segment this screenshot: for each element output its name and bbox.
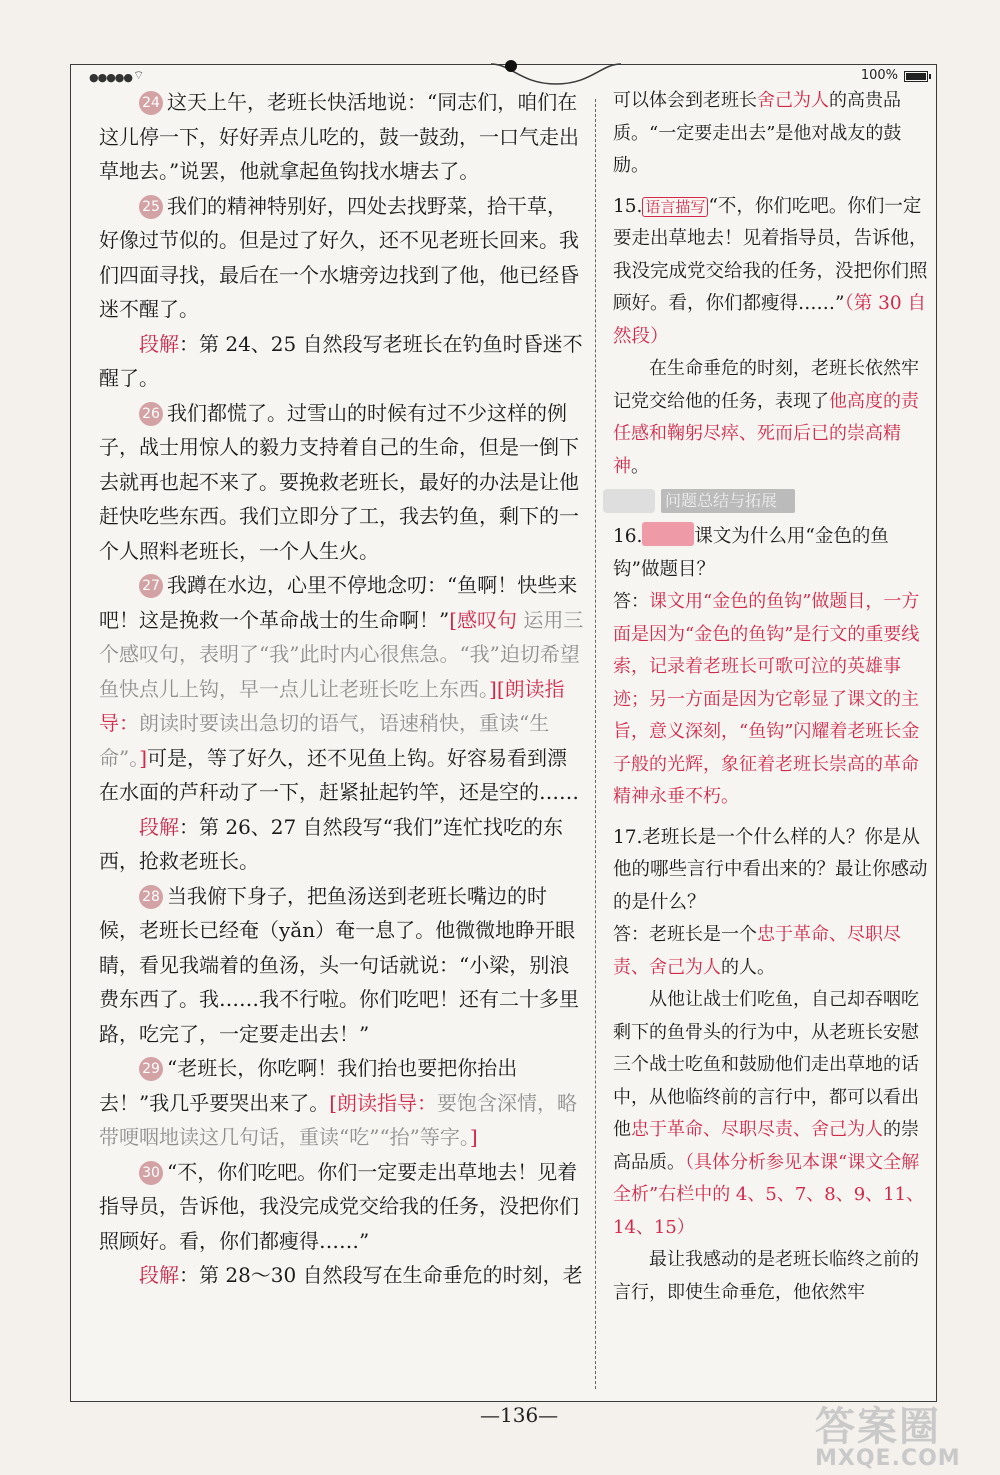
answer-17-detail: 从他让战士们吃鱼，自己却吞咽吃剩下的鱼骨头的行为中，从老班长安慰三个战士吃鱼和鼓励他们走出草地的话中，从他临终前的言行中，都可以看出他忠于革命、尽职尽责、舍己为人的崇高品质。（具体分析参见本课“课文全解全析”右栏中的 4、5、7、8、9、11、14、15） xyxy=(613,989,925,1238)
question-15: 15. 语言描写 “不，你们吃吧。你们一定要走出草地去！见着指导员，告诉他，我没完成党交给我的任务，没把你们照顾好。看，你们都瘦得……”（第 30 自然段） xyxy=(613,195,928,347)
paragraph-29: 29 “老班长，你吃啊！我们抬也要把你抬出去！”我几乎要哭出来了。[朗读指导：要饱含深情，略带哽咽地读这几句话，重读“吃”“抬”等字。] xyxy=(99,1056,578,1149)
wifi-icon: ⌔ xyxy=(133,68,145,82)
paragraph-number: 26 xyxy=(139,402,163,426)
segment-note-2: 段解：第 26、27 自然段写“我们”连忙找吃的东西，抢救老班长。 xyxy=(99,814,564,873)
paragraph-number: 27 xyxy=(139,574,163,598)
section-title: 问题总结与拓展 xyxy=(661,489,795,513)
paragraph-28: 28 当我俯下身子，把鱼汤送到老班长嘴边的时候，老班长已经奄（yǎn）奄一息了。他微微地睁开眼睛，看见我端着的鱼汤，头一句话就说：“小梁，别浪费东西了。我……我不行啦。你们吃吧！还有二十多里路，吃完了，一定要走出去！” xyxy=(99,883,579,1046)
paragraph-30: 30 “不，你们吃吧。你们一定要走出草地去！见着指导员，告诉他，我没完成党交给我的任务，没把你们照顾好。看，你们都瘦得……” xyxy=(99,1159,579,1253)
watermark-logo: 答案圈 MXQE.COM xyxy=(815,1404,961,1471)
right-column xyxy=(613,85,931,1309)
answer-16: 答：课文用“金色的鱼钩”做题目，一方面是因为“金色的鱼钩”是行文的重要线索，记录着老班长可歌可泣的英雄事迹；另一方面是因为它彰显了课文的主旨，意义深刻，“鱼钩”闪耀着老班长金子般的光辉，象征着老班长崇高的革命精神永垂不朽。 xyxy=(613,591,920,807)
page-number: —136— xyxy=(480,1403,559,1427)
left-column xyxy=(99,85,585,1293)
paragraph-number: 29 xyxy=(139,1057,163,1081)
signal-icon: ●●●●● xyxy=(89,71,132,84)
paragraph-number: 24 xyxy=(139,91,163,115)
paragraph-25: 25 我们的精神特别好，四处去找野菜，拾干草，好像过节似的。但是过了好久，还不见老班长回来。我们四面寻找，最后在一个水塘旁边找到了他，他已经昏迷不醒了。 xyxy=(99,193,579,321)
annotation-tag: 语言描写 xyxy=(642,197,708,217)
paragraph-number: 30 xyxy=(139,1161,163,1185)
camera-icon xyxy=(505,60,517,72)
faded-annotation: 运用三个感叹句，表明了“我”此时内心很焦急。“我”迫切希望鱼快点儿上钩，早一点儿让老班长吃上东西。 xyxy=(99,607,584,701)
faded-annotation: 要饱含深情，略带哽咽地读这几句话，重读“吃”“抬”等字。 xyxy=(99,1090,578,1149)
paragraph-26: 26 我们都慌了。过雪山的时候有过不少这样的例子，战士用惊人的毅力支持着自己的生命，但是一倒下去就再也起不来了。要挽救老班长，最好的办法是让他赶快吃些东西。我们立即分了工，我去钓鱼，剩下的一个人照料老班长，一个人生火。 xyxy=(99,400,579,563)
section-badge xyxy=(603,489,655,513)
section-header xyxy=(603,487,931,517)
paragraph-number: 25 xyxy=(139,195,163,219)
segment-note-3: 段解：第 28～30 自然段写在生命垂危的时刻，老 xyxy=(139,1263,583,1287)
pink-tag-chip xyxy=(642,522,694,546)
question-16: 16. 课文为什么用“金色的鱼钩”做题目？ xyxy=(613,521,931,586)
annotation-tag: 朗读指导 xyxy=(337,1090,418,1115)
continued-analysis: 可以体会到老班长舍己为人的高贵品质。“一定要走出去”是他对战友的鼓励。 xyxy=(613,90,902,176)
annotation-tag: 朗读指导 xyxy=(99,676,565,735)
battery-percent: 100% xyxy=(860,68,898,83)
faded-annotation: 朗读时要读出急切的语气，语速稍快，重读“生命”。 xyxy=(99,711,550,770)
answer-17-feeling: 最让我感动的是老班长临终之前的言行，即使生命垂危，他依然牢 xyxy=(613,1249,919,1303)
paragraph-number: 28 xyxy=(139,885,163,909)
paragraph-24: 24 这天上午，老班长快活地说：“同志们，咱们在这儿停一下，好好弄点儿吃的，鼓一鼓劲，一口气走出草地去。”说罢，他就拿起鱼钩找水塘去了。 xyxy=(99,90,579,183)
battery-icon xyxy=(904,71,928,82)
answer-15: 在生命垂危的时刻，老班长依然牢记党交给他的任务，表现了他高度的责任感和鞠躬尽瘁、死而后已的崇高精神。 xyxy=(613,358,919,477)
column-divider xyxy=(595,99,596,1389)
segment-note-1: 段解：第 24、25 自然段写老班长在钓鱼时昏迷不醒了。 xyxy=(99,331,583,390)
paragraph-27: 27 我蹲在水边，心里不停地念叨：“鱼啊！快些来吧！这是挽救一个革命战士的生命啊！”[感叹句 运用三个感叹句，表明了“我”此时内心很焦急。“我”迫切希望鱼快点儿上钩，早一点儿让老班长吃上东西。][朗读指导：朗读时要读出急切的语气，语速稍快，重读“生命”。]可是，等了好久，还不见鱼上钩。好容易看到漂在水面的芦秆动了一下，赶紧扯起钓竿，还是空的…… xyxy=(99,573,584,804)
answer-17: 答：老班长是一个忠于革命、尽职尽责、舍己为人的人。 xyxy=(613,924,901,978)
question-17: 17.老班长是一个什么样的人？你是从他的哪些言行中看出来的？最让你感动的是什么？ xyxy=(613,826,928,913)
tablet-frame xyxy=(70,64,937,1402)
annotation-tag: 感叹句 xyxy=(457,607,518,632)
